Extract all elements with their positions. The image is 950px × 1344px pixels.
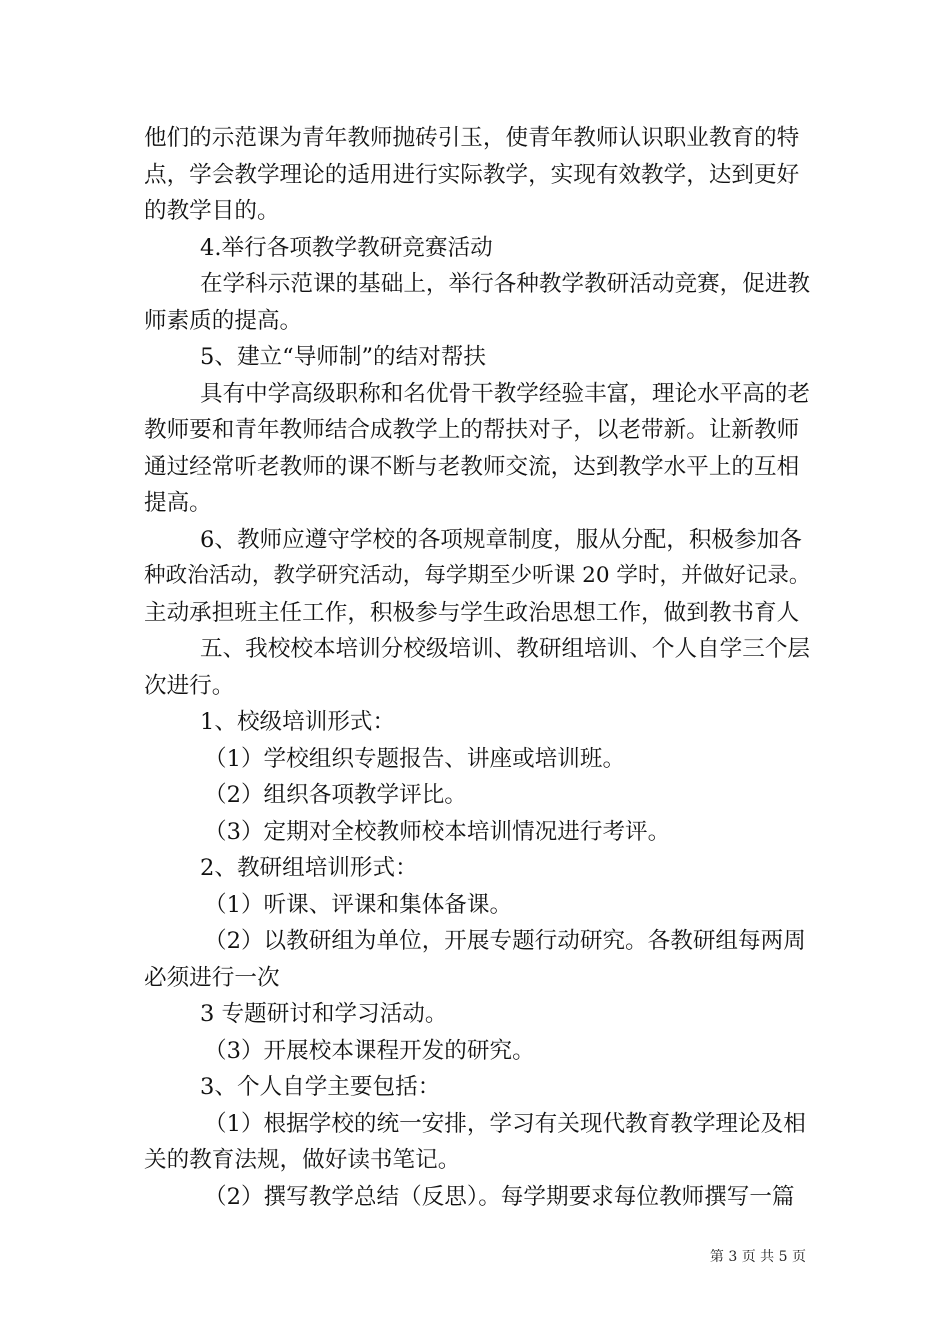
text-line: 教师要和青年教师结合成教学上的帮扶对子，以老带新。让新教师	[144, 417, 800, 443]
text-line: 师素质的提高。	[144, 307, 303, 334]
text-line: 提高。	[144, 490, 212, 516]
text-line: 具有中学高级职称和名优骨干教学经验丰富，理论水平高的老	[200, 380, 811, 407]
text-line: 种政治活动，教学研究活动，每学期至少听课 20 学时，并做好记录。	[144, 563, 811, 588]
text-line: 他们的示范课为青年教师抛砖引玉，使青年教师认识职业教育的特	[144, 125, 800, 151]
list-item: （1）学校组织专题报告、讲座或培训班。	[204, 745, 626, 772]
text-line: 必须进行一次	[144, 964, 280, 991]
text-line: 点，学会教学理论的适用进行实际教学，实现有效教学，达到更好	[144, 161, 800, 188]
text-line: 通过经常听老教师的课不断与老教师交流，达到教学水平上的互相	[144, 453, 800, 480]
subsection-heading: 1、校级培训形式：	[200, 709, 396, 735]
section-heading: 5、建立“导师制”的结对帮扶	[200, 344, 487, 370]
subsection-heading: 2、教研组培训形式：	[200, 855, 418, 881]
list-item: （2）撰写教学总结（反思）。每学期要求每位教师撰写一篇	[204, 1183, 795, 1210]
list-item: （1）根据学校的统一安排，学习有关现代教育教学理论及相	[204, 1110, 806, 1137]
text-line: 3 专题研讨和学习活动。	[200, 1001, 448, 1027]
text-line: 次进行。	[144, 672, 235, 699]
list-item: （1）听课、评课和集体备课。	[204, 891, 513, 918]
text-line: 6、教师应遵守学校的各项规章制度，服从分配，积极参加各	[200, 526, 802, 553]
list-item: （2）以教研组为单位，开展专题行动研究。各教研组每两周	[204, 928, 806, 954]
list-item: （2）组织各项教学评比。	[204, 782, 467, 808]
subsection-heading: 3、个人自学主要包括：	[200, 1074, 441, 1100]
document-body	[144, 120, 814, 1215]
section-heading: 五、我校校本培训分校级培训、教研组培训、个人自学三个层	[200, 636, 811, 662]
text-line: 主动承担班主任工作，积极参与学生政治思想工作，做到教书育人	[144, 599, 800, 626]
text-line: 在学科示范课的基础上，举行各种教学教研活动竞赛，促进教	[200, 271, 811, 297]
page-number-footer: 第 3 页 共 5 页	[709, 1249, 806, 1265]
text-line: 关的教育法规，做好读书笔记。	[144, 1147, 461, 1173]
list-item: （3）开展校本课程开发的研究。	[204, 1037, 535, 1064]
list-item: （3）定期对全校教师校本培训情况进行考评。	[204, 818, 671, 845]
section-heading: 4.举行各项教学教研竞赛活动	[200, 234, 493, 261]
text-line: 的教学目的。	[144, 198, 280, 224]
